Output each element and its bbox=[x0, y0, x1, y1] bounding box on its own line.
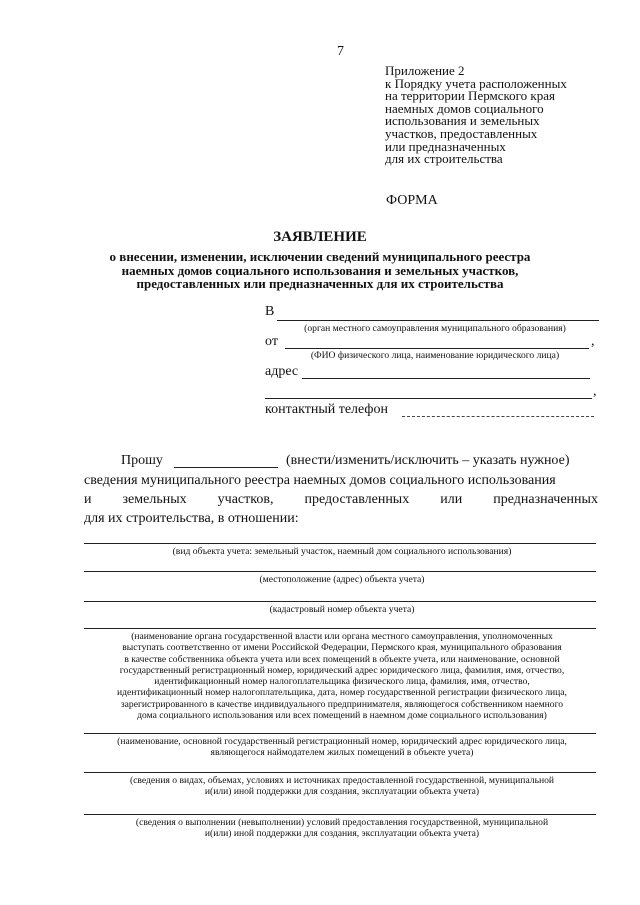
appendix-line: к Порядку учета расположенных bbox=[385, 75, 567, 91]
caption-line: являющегося наймодателем жилых помещений в объекте учета) bbox=[210, 747, 474, 759]
tenant-field-line[interactable] bbox=[84, 733, 596, 734]
word: или bbox=[440, 492, 463, 507]
word: предоставленных bbox=[304, 492, 410, 507]
word: предназначенных bbox=[493, 492, 598, 507]
caption-line: в качестве собственника объекта учета или всех помещений в объекте учета, или наименование, основной bbox=[124, 653, 560, 665]
cadastral-caption: (кадастровый номер объекта учета) bbox=[269, 604, 415, 615]
caption-line: (наименование органа государственной власти или органа местного самоуправления, уполномоченных bbox=[131, 631, 553, 642]
request-prosu: Прошу bbox=[121, 453, 163, 468]
appendix-line: наемных домов социального bbox=[385, 100, 544, 116]
cadastral-field-line[interactable] bbox=[84, 601, 596, 602]
authority-field-line[interactable] bbox=[84, 628, 596, 629]
subtitle-line: о внесении, изменении, исключении сведений муниципального реестра bbox=[109, 249, 531, 264]
address-field-line[interactable] bbox=[302, 378, 590, 379]
comma: , bbox=[593, 384, 597, 399]
caption-line: идентификационный номер налогоплательщика физического лица, фамилия, имя, отчество, bbox=[154, 676, 530, 688]
phone-field-line[interactable] bbox=[402, 416, 594, 417]
word: и bbox=[84, 492, 92, 507]
appendix-line: участков, предоставленных bbox=[385, 125, 538, 141]
support-field-line[interactable] bbox=[84, 772, 596, 773]
location-field-line[interactable] bbox=[84, 571, 596, 572]
document-title: ЗАЯВЛЕНИЕ bbox=[273, 229, 367, 245]
request-options: (внести/изменить/исключить – указать нужное) bbox=[286, 453, 570, 468]
caption-line: дома социального использования или всех помещений в наемном доме социального использования) bbox=[137, 710, 547, 722]
caption-line: и(или) иной поддержки для создания, эксплуатации объекта учета) bbox=[204, 786, 480, 798]
appendix-line: использования и земельных bbox=[385, 113, 540, 129]
address-label: адрес bbox=[265, 364, 299, 379]
caption-line: (сведения о выполнении (невыполнении) условий предоставления государственной, муниципальной bbox=[135, 817, 549, 828]
form-label: ФОРМА bbox=[386, 193, 438, 208]
comma: , bbox=[591, 334, 595, 349]
appendix-line: на территории Пермского края bbox=[385, 88, 555, 104]
request-line: сведения муниципального реестра наемных домов социального использования bbox=[84, 473, 556, 488]
caption-line: зарегистрированного в качестве индивидуального предпринимателя, являющегося собственником наемного bbox=[120, 698, 564, 710]
authority-caption bbox=[78, 631, 606, 721]
caption-line: идентификационный номер налогоплательщика, дата, номер государственной регистрации физического лица, bbox=[117, 687, 567, 699]
request-line bbox=[84, 492, 598, 508]
tenant-caption bbox=[78, 736, 606, 759]
phone-label: контактный телефон bbox=[265, 402, 388, 417]
appendix-line: или предназначенных bbox=[385, 138, 506, 154]
caption-line: выступать соответственно от имени Российской Федерации, Пермского края, муниципального образования bbox=[122, 642, 562, 654]
from-label: от bbox=[265, 334, 278, 349]
conditions-field-line[interactable] bbox=[84, 814, 596, 815]
caption-line: государственный регистрационный номер, юридический адрес юридического лица, фамилия, имя, отчество, bbox=[119, 664, 565, 676]
from-field-line[interactable] bbox=[285, 348, 589, 349]
word: земельных bbox=[122, 492, 187, 507]
conditions-caption bbox=[78, 817, 606, 840]
object-type-caption: (вид объекта учета: земельный участок, наемный дом социального использования) bbox=[172, 546, 512, 557]
action-field-line[interactable] bbox=[174, 467, 278, 468]
object-type-field-line[interactable] bbox=[84, 543, 596, 544]
to-field-line[interactable] bbox=[277, 320, 599, 321]
from-caption: (ФИО физического лица, наименование юридического лица) bbox=[310, 350, 560, 361]
caption-line: и(или) иной поддержки для создания, эксплуатации объекта учета) bbox=[204, 828, 480, 840]
support-caption bbox=[78, 775, 606, 798]
caption-line: (сведения о видах, объемах, условиях и источниках предоставленной государственной, муниципальной bbox=[129, 775, 555, 786]
page-number: 7 bbox=[337, 44, 344, 59]
appendix-line: Приложение 2 bbox=[385, 63, 465, 78]
request-line: для их строительства, в отношении: bbox=[84, 511, 299, 526]
caption-line: (наименование, основной государственный регистрационный номер, юридический адрес юридического лица, bbox=[117, 736, 567, 747]
address-field-line-2[interactable] bbox=[265, 398, 592, 399]
to-label: В bbox=[265, 304, 275, 319]
appendix-header bbox=[385, 65, 567, 166]
subtitle-line: наемных домов социального использования и земельных участков, bbox=[121, 262, 519, 278]
to-caption: (орган местного самоуправления муниципального образования) bbox=[304, 323, 566, 334]
location-caption: (местоположение (адрес) объекта учета) bbox=[259, 574, 425, 585]
subtitle-line: предоставленных или предназначенных для их строительства bbox=[136, 276, 504, 292]
appendix-line: для их строительства bbox=[385, 151, 503, 167]
document-subtitle bbox=[0, 250, 640, 291]
word: участков, bbox=[217, 492, 274, 507]
